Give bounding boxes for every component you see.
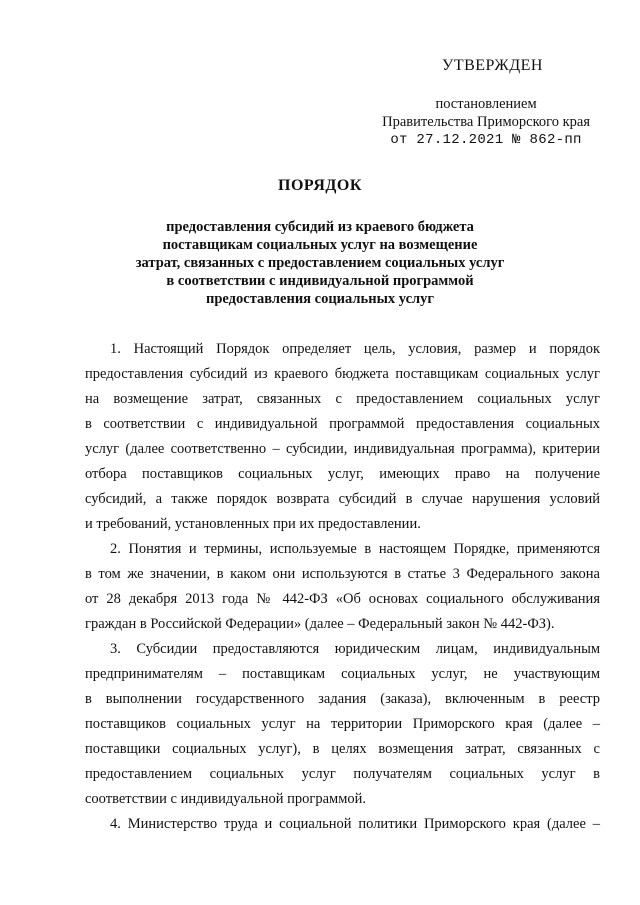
body-line: предпринимателям – поставщикам социальных услуг, не участвующим	[85, 666, 600, 682]
body-line: поставщики социальных услуг), в целях возмещения затрат, связанных с	[85, 741, 600, 757]
body-line: 2. Понятия и термины, используемые в настоящем Порядке, применяются	[110, 541, 600, 557]
body-line: в соответствии с индивидуальной программой предоставления социальных	[85, 416, 600, 432]
body-line: граждан в Российской Федерации» (далее – Федеральный закон № 442-ФЗ).	[85, 616, 555, 632]
body-line: 3. Субсидии предоставляются юридическим лицам, индивидуальным	[110, 641, 600, 657]
body-line: в выполнении государственного задания (заказа), включенным в реестр	[85, 691, 600, 707]
body-line: от 28 декабря 2013 года № 442-ФЗ «Об основах социального обслуживания	[85, 591, 600, 607]
decree-date-number: от 27.12.2021 № 862-пп	[390, 132, 582, 148]
body-line: предоставлением социальных услуг получателям социальных услуг в	[85, 766, 600, 782]
body-line: 4. Министерство труда и социальной политики Приморского края (далее –	[110, 816, 600, 832]
body-line: в том же значении, в каком они используются в статье 3 Федерального закона	[85, 566, 600, 582]
body-line: на возмещение затрат, связанных с предоставлением социальных услуг	[85, 391, 600, 407]
body-line: поставщиков социальных услуг на территории Приморского края (далее –	[85, 716, 600, 732]
approved-stamp: УТВЕРЖДЕН	[442, 57, 543, 74]
body-line: услуг (далее соответственно – субсидии, индивидуальная программа), критерии	[85, 441, 600, 457]
decree-line-2: Правительства Приморского края	[382, 114, 590, 130]
body-line: и требований, установленных при их предоставлении.	[85, 516, 421, 532]
body-line: предоставления субсидий из краевого бюджета поставщикам социальных услуг	[85, 366, 600, 382]
document-title: ПОРЯДОК	[278, 177, 362, 194]
body-line: субсидий, а также порядок возврата субсидий в случае нарушения условий	[85, 491, 600, 507]
subtitle-line: поставщикам социальных услуг на возмещение	[162, 237, 478, 253]
subtitle-line: затрат, связанных с предоставлением социальных услуг	[135, 255, 505, 271]
body-line: 1. Настоящий Порядок определяет цель, условия, размер и порядок	[110, 341, 600, 357]
decree-reference	[382, 95, 590, 149]
document-body	[85, 337, 600, 837]
body-line: соответствии с индивидуальной программой.	[85, 791, 367, 807]
document-subtitle	[0, 218, 640, 308]
decree-line-1: постановлением	[435, 96, 537, 112]
body-line: отбора поставщиков социальных услуг, имеющих право на получение	[85, 466, 600, 482]
subtitle-line: предоставления субсидий из краевого бюджета	[166, 219, 474, 235]
subtitle-line: предоставления социальных услуг	[206, 291, 434, 307]
subtitle-line: в соответствии с индивидуальной программой	[166, 273, 474, 289]
